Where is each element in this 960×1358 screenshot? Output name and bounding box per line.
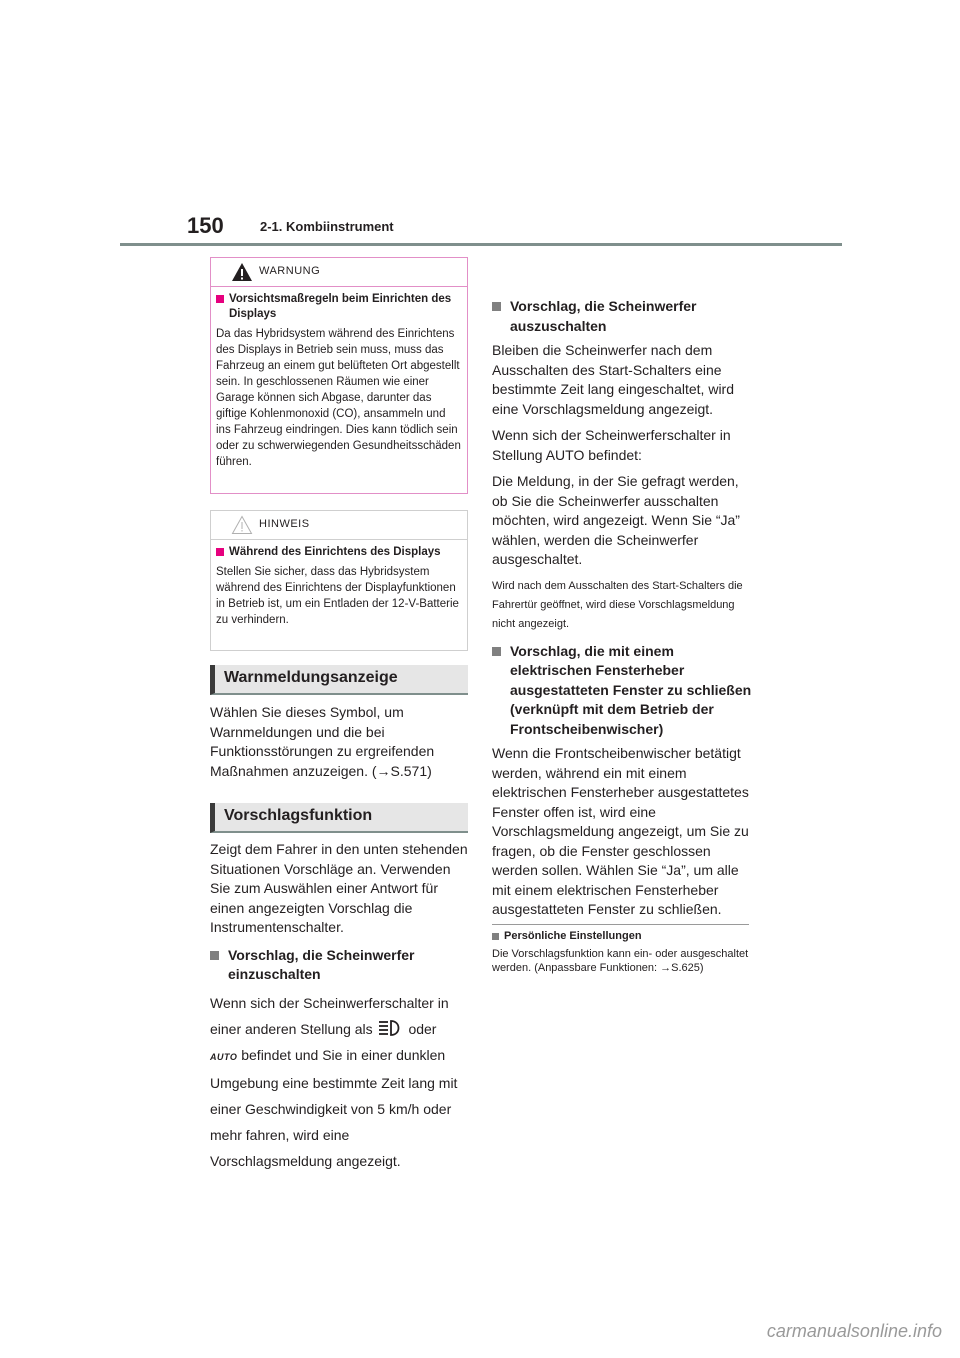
header-rule xyxy=(120,243,842,246)
auto-icon: AUTO xyxy=(210,1051,238,1062)
paragraph: Wenn die Frontscheibenwischer betätigt werden, während ein mit einem elektrischen Fensterheber ausgestattetes Fenster offen ist, wird eine Vorschlagsmeldung angezeigt, um Sie zu fragen, ob die Fenster geschlossen werden sollen. Wählen Sie “Ja”, um alle mit einem elektrischen Fensterheber ausgestatteten Fenster zu schließen. xyxy=(492,745,749,917)
hinweis-box xyxy=(210,510,468,651)
warning-triangle-icon xyxy=(231,262,253,282)
paragraph: Die Vorschlagsfunktion kann ein- oder ausgeschaltet werden. (Anpassbare Funktionen: →S.625) xyxy=(492,947,749,974)
subheading xyxy=(492,297,754,336)
paragraph-text: Wenn sich der Scheinwerferschalter in einer anderen Stellung als xyxy=(210,994,449,1037)
divider xyxy=(492,924,749,925)
bullet-square-icon xyxy=(216,548,224,556)
page-number: 150 xyxy=(187,213,224,238)
subheading-text: Persönliche Einstellungen xyxy=(504,930,642,942)
section-title: 2-1. Kombiinstrument xyxy=(260,219,394,234)
hinweis-subheading-text: Während des Einrichtens des Displays xyxy=(229,546,441,558)
bullet-square-icon xyxy=(492,647,501,656)
bullet-square-icon xyxy=(216,295,224,303)
paragraph: Bleiben die Scheinwerfer nach dem Ausschalten des Start-Schalters eine bestimmte Zeit lang eingeschaltet, wird eine Vorschlagsmeldung angezeigt. xyxy=(492,342,734,417)
section-heading-vorschlag xyxy=(210,803,468,833)
section-heading-text: Warnmeldungsanzeige xyxy=(224,669,398,686)
note: Wird nach dem Ausschalten des Start-Schalters die Fahrertür geöffnet, wird diese Vorschlagsmeldung nicht angezeigt. xyxy=(492,579,743,630)
paragraph xyxy=(210,990,472,1174)
paragraph: Wenn sich der Scheinwerferschalter in Stellung AUTO befindet: xyxy=(492,427,731,463)
subheading-text: Vorschlag, die Scheinwerfer einzuschalten xyxy=(228,946,415,982)
subheading xyxy=(210,946,472,985)
subheading-text: Vorschlag, die mit einem elektrischen Fensterheber ausgestatteten Fenster zu schließen (verknüpft mit dem Betrieb der Frontscheibenwischer) xyxy=(510,642,752,737)
warning-box xyxy=(210,257,468,494)
bullet-square-icon xyxy=(492,302,501,311)
paragraph: Zeigt dem Fahrer in den unten stehenden Situationen Vorschläge an. Verwenden Sie zum Auswählen einer Antwort für einen angezeigten Vorschlag die Instrumentenschalter. xyxy=(210,841,468,935)
hinweis-title: HINWEIS xyxy=(259,518,310,530)
warning-subheading xyxy=(216,292,462,322)
hinweis-header xyxy=(211,511,467,540)
subheading-text: Vorschlag, die Scheinwerfer auszuschalten xyxy=(510,298,697,334)
paragraph: Die Meldung, in der Sie gefragt werden, ob Sie die Scheinwerfer ausschalten möchten, wird angezeigt. Wenn Sie “Ja” wählen, werden die Scheinwerfer ausgeschaltet. xyxy=(492,473,740,567)
paragraph: Wählen Sie dieses Symbol, um Warnmeldungen und die bei Funktionsstörungen zu ergreifenden Maßnahmen anzuzeigen. (→S.571) xyxy=(210,704,435,779)
hinweis-text: Stellen Sie sicher, dass das Hybridsystem während des Einrichtens der Displayfunktionen in Betrieb ist, um ein Entladen der 12-V-Batterie zu verhindern. xyxy=(216,566,459,626)
warning-subheading-text: Vorsichtsmaßregeln beim Einrichten des Displays xyxy=(229,293,452,320)
headlamp-icon xyxy=(377,1019,405,1037)
warning-header xyxy=(211,258,467,287)
vorschlag-column-left xyxy=(210,840,472,1181)
warnmeldung-text xyxy=(210,703,472,788)
subheading xyxy=(492,642,754,740)
bullet-square-icon xyxy=(492,933,499,940)
persoenliche-einstellungen xyxy=(492,929,752,976)
bullet-square-icon xyxy=(210,951,219,960)
watermark: carmanualsonline.info xyxy=(766,1321,942,1341)
paragraph-text: oder xyxy=(408,1020,437,1037)
notice-triangle-icon xyxy=(231,515,253,535)
subheading xyxy=(492,929,752,944)
vorschlag-column-right xyxy=(492,253,754,927)
section-heading-text: Vorschlagsfunktion xyxy=(224,807,373,824)
hinweis-subheading xyxy=(216,545,462,560)
section-heading-warnmeldung xyxy=(210,665,468,695)
warning-title: WARNUNG xyxy=(259,265,321,277)
paragraph-text: befindet und Sie in einer dunklen Umgebung eine bestimmte Zeit lang mit einer Geschwindigkeit von 5 km/h oder mehr fahren, wird eine Vorschlagsmeldung angezeigt. xyxy=(210,1046,458,1169)
warning-text: Da das Hybridsystem während des Einrichtens des Displays in Betrieb sein muss, muss das Fahrzeug an einem gut belüfteten Ort abgestellt sein. In geschlossenen Räumen wie einer Garage können sich Abgase, darunter das giftige Kohlenmonoxid (CO), ansammeln und ins Fahrzeug eindringen. Dies kann tödlich sein oder zu schwerwiegenden Gesundheitsschäden führen. xyxy=(216,328,461,468)
